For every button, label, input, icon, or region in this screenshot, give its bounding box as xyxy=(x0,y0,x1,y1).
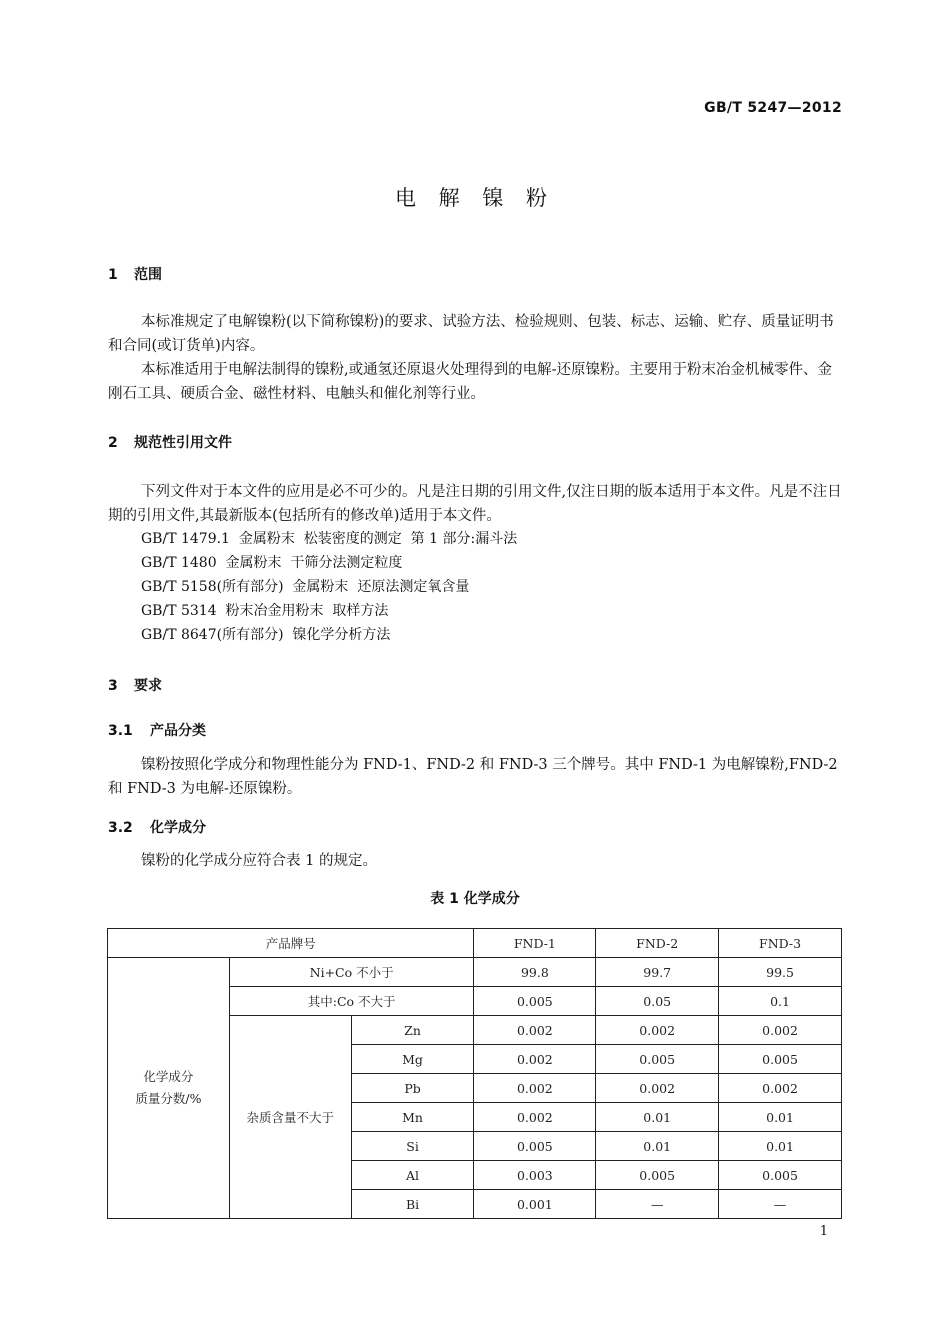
table-cell: 0.005 xyxy=(596,1045,719,1074)
table-cell: 0.002 xyxy=(474,1016,596,1045)
reference-list xyxy=(141,527,517,647)
paragraph: 镍粉的化学成分应符合表 1 的规定。 xyxy=(141,853,377,869)
section-title: 规范性引用文件 xyxy=(134,435,232,451)
table-cell: 0.005 xyxy=(474,987,596,1016)
section-title: 要求 xyxy=(134,678,162,694)
table-cell: 0.002 xyxy=(596,1074,719,1103)
section-title: 范围 xyxy=(134,267,162,283)
grade-header: FND-1 xyxy=(474,929,596,958)
row-label: Al xyxy=(351,1161,474,1190)
reference-item: GB/T 1480 金属粉末 干筛分法测定粒度 xyxy=(141,555,403,571)
section-title: 化学成分 xyxy=(150,820,206,836)
row-label: Zn xyxy=(351,1016,474,1045)
table-cell: 0.005 xyxy=(719,1045,842,1074)
section-title: 产品分类 xyxy=(150,723,206,739)
row-label: Ni+Co 不小于 xyxy=(229,958,474,987)
table-cell: 0.01 xyxy=(596,1132,719,1161)
table-cell: 0.002 xyxy=(719,1016,842,1045)
row-label: 其中:Co 不大于 xyxy=(229,987,474,1016)
table-cell: 0.001 xyxy=(474,1190,596,1219)
impurity-group-label: 杂质含量不大于 xyxy=(229,1016,351,1219)
table-cell: 0.005 xyxy=(719,1161,842,1190)
table-cell: — xyxy=(596,1190,719,1219)
table-cell: 99.7 xyxy=(596,958,719,987)
section-3-2-heading xyxy=(108,817,206,837)
reference-item: GB/T 5158(所有部分) 金属粉末 还原法测定氧含量 xyxy=(141,579,470,595)
document-title: 电 解 镍 粉 xyxy=(394,186,556,210)
composition-group-label xyxy=(108,958,230,1219)
table-cell: 0.002 xyxy=(474,1074,596,1103)
section-number: 2 xyxy=(108,435,118,451)
section-number: 3 xyxy=(108,678,118,694)
table-cell: 0.002 xyxy=(596,1016,719,1045)
row-label: Mn xyxy=(351,1103,474,1132)
chemical-composition-table xyxy=(107,928,842,1219)
table-cell: 0.002 xyxy=(474,1103,596,1132)
table-cell: 0.005 xyxy=(596,1161,719,1190)
table-cell: 99.5 xyxy=(719,958,842,987)
grade-header: FND-3 xyxy=(719,929,842,958)
table-cell: 0.01 xyxy=(596,1103,719,1132)
section-number: 3.2 xyxy=(108,820,133,836)
paragraph: 下列文件对于本文件的应用是必不可少的。凡是注日期的引用文件,仅注日期的版本适用于本文件。凡是不注日期的引用文件,其最新版本(包括所有的修改单)适用于本文件。 xyxy=(108,484,842,524)
section-number: 1 xyxy=(108,267,118,283)
table-cell: 0.01 xyxy=(719,1103,842,1132)
table-cell: 0.1 xyxy=(719,987,842,1016)
section-3-2-body xyxy=(108,849,842,873)
table-cell: — xyxy=(719,1190,842,1219)
row-label: Si xyxy=(351,1132,474,1161)
section-2-body xyxy=(108,480,842,528)
row-label: Pb xyxy=(351,1074,474,1103)
row-label: Bi xyxy=(351,1190,474,1219)
section-3-heading xyxy=(108,675,162,695)
grade-header-label: 产品牌号 xyxy=(108,929,474,958)
group-label-line: 质量分数/% xyxy=(135,1091,202,1106)
paragraph: 镍粉按照化学成分和物理性能分为 FND-1、FND-2 和 FND-3 三个牌号。其中 FND-1 为电解镍粉,FND-2 和 FND-3 为电解-还原镍粉。 xyxy=(108,757,838,797)
grade-header: FND-2 xyxy=(596,929,719,958)
reference-item: GB/T 8647(所有部分) 镍化学分析方法 xyxy=(141,627,391,643)
table-cell: 0.01 xyxy=(719,1132,842,1161)
paragraph: 本标准适用于电解法制得的镍粉,或通氢还原退火处理得到的电解-还原镍粉。主要用于粉末冶金机械零件、金刚石工具、硬质合金、磁性材料、电触头和催化剂等行业。 xyxy=(108,362,833,402)
table-row xyxy=(108,958,842,987)
table-cell: 0.002 xyxy=(719,1074,842,1103)
table-cell: 0.002 xyxy=(474,1045,596,1074)
section-1-heading xyxy=(108,264,162,284)
standard-code: GB/T 5247—2012 xyxy=(704,100,842,116)
page-number: 1 xyxy=(819,1224,828,1239)
section-number: 3.1 xyxy=(108,723,133,739)
section-2-heading xyxy=(108,432,232,452)
section-3-1-heading xyxy=(108,720,206,740)
table-header-row xyxy=(108,929,842,958)
paragraph: 本标准规定了电解镍粉(以下简称镍粉)的要求、试验方法、检验规则、包装、标志、运输、贮存、质量证明书和合同(或订货单)内容。 xyxy=(108,314,834,354)
reference-item: GB/T 1479.1 金属粉末 松装密度的测定 第 1 部分:漏斗法 xyxy=(141,531,518,547)
table-cell: 0.005 xyxy=(474,1132,596,1161)
group-label-line: 化学成分 xyxy=(143,1069,194,1084)
row-label: Mg xyxy=(351,1045,474,1074)
section-1-body xyxy=(108,310,842,406)
table-caption: 表 1 化学成分 xyxy=(430,891,520,907)
reference-item: GB/T 5314 粉末冶金用粉末 取样方法 xyxy=(141,603,389,619)
table-cell: 0.05 xyxy=(596,987,719,1016)
table-cell: 0.003 xyxy=(474,1161,596,1190)
table-cell: 99.8 xyxy=(474,958,596,987)
section-3-1-body xyxy=(108,753,842,801)
